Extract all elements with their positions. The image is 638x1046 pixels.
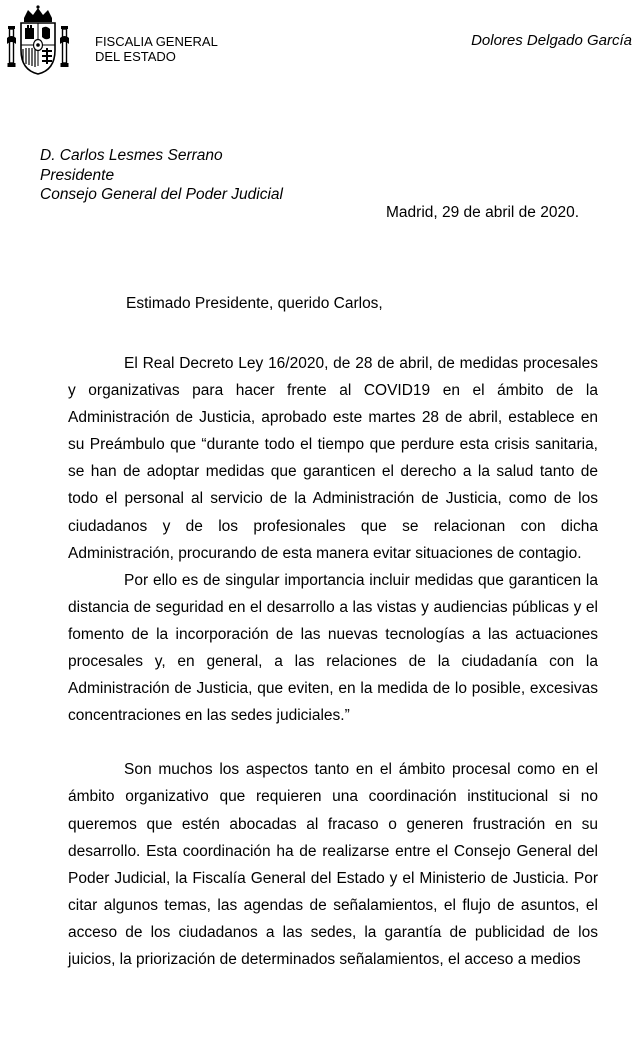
recipient-block — [40, 146, 283, 205]
body-paragraph-3: Son muchos los aspectos tanto en el ámbito procesal como en el ámbito organizativo que requieren una coordinación institucional si no queremos que estén abocadas al fracaso o generen frustración en su desarrollo. Esta coordinación ha de realizarse entre el Consejo General del Poder Judicial, la Fiscalía General del Estado y el Ministerio de Justicia. Por citar algunos temas, las agendas de señalamientos, el flujo de asuntos, el acceso de los ciudadanos a las sedes, la garantía de publicidad de los juicios, la priorización de determinados señalamientos, el acceso a medios — [68, 761, 598, 968]
coat-of-arms-of-spain-icon — [2, 4, 74, 76]
sender-name: Dolores Delgado García — [471, 32, 632, 49]
body-paragraph-1: El Real Decreto Ley 16/2020, de 28 de abril, de medidas procesales y organizativas para hacer frente al COVID19 en el ámbito de la Administración de Justicia, aprobado este martes 28 de abril, establece en su Preámbulo que “durante todo el tiempo que perdure esta crisis sanitaria, se han de adoptar medidas que garanticen el derecho a la salud tanto de todo el personal al servicio de la Administración de Justicia, como de los ciudadanos y de los profesionales que se relacionan con dicha Administración, procurando de esta manera evitar situaciones de contagio. — [68, 355, 598, 562]
body-paragraph-2: Por ello es de singular importancia incluir medidas que garanticen la distancia de seguridad en el desarrollo a las vistas y audiencias públicas y el fomento de la incorporación de las nuevas tecnologías a las actuaciones procesales y, en general, a las relaciones de la ciudadanía con la Administración de Justicia, que eviten, en la medida de lo posible, excesivas concentraciones en las sedes judiciales.” — [68, 571, 598, 725]
letter-body — [68, 350, 598, 973]
recipient-institution: Consejo General del Poder Judicial — [40, 186, 283, 203]
recipient-title: Presidente — [40, 166, 115, 184]
recipient-name: D. Carlos Lesmes Serrano — [40, 147, 223, 164]
organization-line-2: DEL ESTADO — [95, 49, 176, 64]
letter-greeting: Estimado Presidente, querido Carlos, — [126, 295, 383, 312]
organization-name — [95, 34, 218, 64]
letter-date: Madrid, 29 de abril de 2020. — [386, 204, 580, 221]
organization-line-1: FISCALIA GENERAL — [95, 34, 218, 49]
